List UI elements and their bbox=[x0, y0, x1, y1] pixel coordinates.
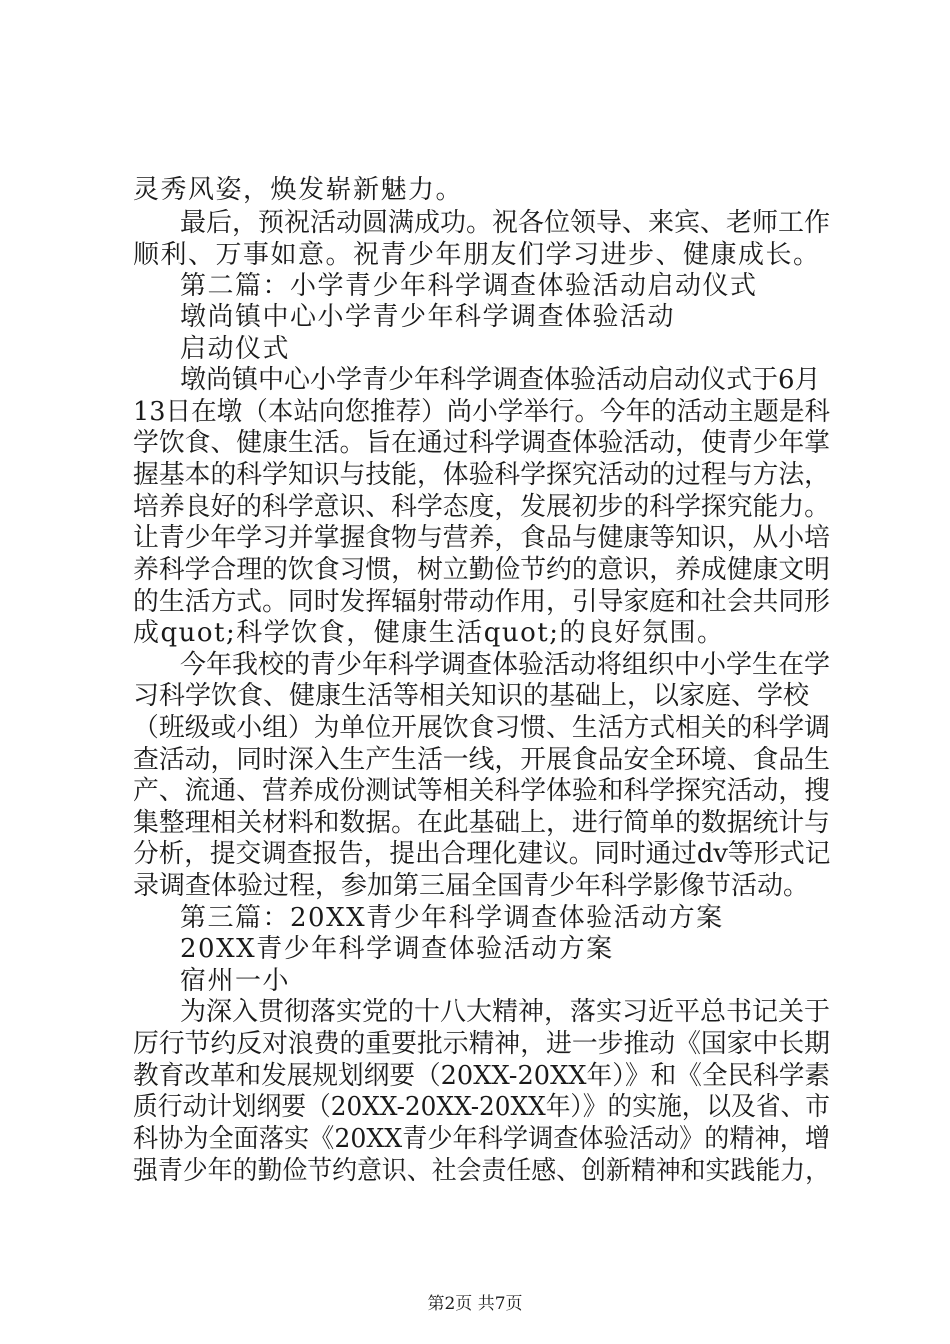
text-line: 强青少年的勤俭节约意识、社会责任感、创新精神和实践能力， bbox=[133, 1156, 831, 1186]
text-line: 科协为全面落实《20XX青少年科学调查体验活动》的精神，增 bbox=[133, 1124, 831, 1154]
page-footer: 第2页 共7页 bbox=[427, 1294, 523, 1314]
text-line: 顺利、万事如意。祝青少年朋友们学习进步、健康成长。 bbox=[133, 240, 821, 270]
text-line: 灵秀风姿，焕发崭新魅力。 bbox=[133, 175, 464, 205]
text-line: 墩尚镇中心小学青少年科学调查体验活动启动仪式于6月 bbox=[180, 365, 821, 395]
text-line: 最后，预祝活动圆满成功。祝各位领导、来宾、老师工作 bbox=[180, 208, 831, 238]
text-line: 墩尚镇中心小学青少年科学调查体验活动 bbox=[180, 302, 676, 332]
text-line: 录调查体验过程，参加第三届全国青少年科学影像节活动。 bbox=[133, 871, 810, 901]
text-line: 习科学饮食、健康生活等相关知识的基础上，以家庭、学校 bbox=[133, 681, 810, 711]
text-line: 宿州一小 bbox=[180, 966, 291, 996]
text-line: 成quot;科学饮食，健康生活quot;的良好氛围。 bbox=[133, 618, 725, 648]
text-line: 厉行节约反对浪费的重要批示精神，进一步推动《国家中长期 bbox=[133, 1029, 831, 1059]
text-line: 质行动计划纲要（20XX-20XX-20XX年）》的实施，以及省、市 bbox=[133, 1092, 831, 1122]
text-line: 今年我校的青少年科学调查体验活动将组织中小学生在学 bbox=[180, 650, 831, 680]
text-line: （班级或小组）为单位开展饮食习惯、生活方式相关的科学调 bbox=[133, 713, 831, 743]
text-line: 查活动，同时深入生产生活一线，开展食品安全环境、食品生 bbox=[133, 745, 831, 775]
text-line: 的生活方式。同时发挥辐射带动作用，引导家庭和社会共同形 bbox=[133, 587, 831, 617]
text-line: 培养良好的科学意识、科学态度，发展初步的科学探究能力。 bbox=[133, 492, 831, 522]
text-line: 为深入贯彻落实党的十八大精神，落实习近平总书记关于 bbox=[180, 997, 831, 1027]
text-line: 20XX青少年科学调查体验活动方案 bbox=[180, 934, 614, 964]
text-line: 学饮食、健康生活。旨在通过科学调查体验活动，使青少年掌 bbox=[133, 428, 831, 458]
text-line: 产、流通、营养成份测试等相关科学体验和科学探究活动，搜 bbox=[133, 776, 831, 806]
text-line: 启动仪式 bbox=[180, 334, 291, 364]
text-line: 握基本的科学知识与技能，体验科学探究活动的过程与方法， bbox=[133, 460, 831, 490]
text-line: 让青少年学习并掌握食物与营养，食品与健康等知识，从小培 bbox=[133, 523, 831, 553]
section-heading: 第二篇：小学青少年科学调查体验活动启动仪式 bbox=[180, 271, 758, 301]
text-line: 分析，提交调查报告，提出合理化建议。同时通过dv等形式记 bbox=[133, 839, 831, 869]
text-line: 养科学合理的饮食习惯，树立勤俭节约的意识，养成健康文明 bbox=[133, 555, 831, 585]
text-line: 13日在墩（本站向您推荐）尚小学举行。今年的活动主题是科 bbox=[133, 397, 831, 427]
section-heading: 第三篇：20XX青少年科学调查体验活动方案 bbox=[180, 903, 724, 933]
text-line: 教育改革和发展规划纲要（20XX-20XX年）》和《全民科学素 bbox=[133, 1061, 831, 1091]
text-line: 集整理相关材料和数据。在此基础上，进行简单的数据统计与 bbox=[133, 808, 831, 838]
